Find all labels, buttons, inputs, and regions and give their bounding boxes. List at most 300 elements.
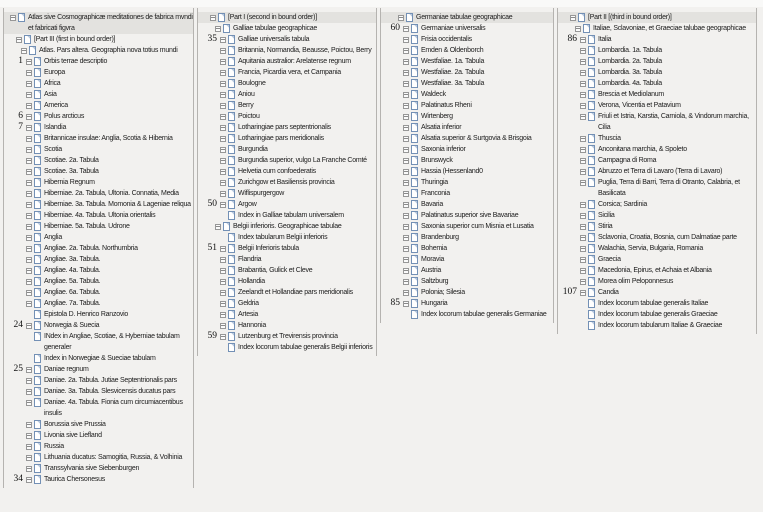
expander-box-icon[interactable] <box>580 92 586 98</box>
expander-box-icon[interactable] <box>26 235 32 241</box>
expander-box-icon[interactable] <box>26 202 32 208</box>
expander-box-icon[interactable] <box>220 103 226 109</box>
tree-item[interactable] <box>198 177 376 188</box>
expander-box-icon[interactable] <box>580 268 586 274</box>
item-label: Wiflispurgergow <box>238 190 285 197</box>
tree-item[interactable] <box>381 34 553 45</box>
item-label: Aniou <box>238 91 255 98</box>
item-label: Index locorum tabularum Italiae & Graeciae <box>598 322 723 329</box>
tree-item[interactable] <box>558 221 756 232</box>
expander-box-icon[interactable] <box>26 389 32 395</box>
expander-box-icon[interactable] <box>403 125 409 131</box>
tree-item[interactable] <box>4 397 193 419</box>
expander-box-icon[interactable] <box>26 114 32 120</box>
item-label: Emden & Oldenborch <box>421 47 484 54</box>
tree-item[interactable] <box>558 133 756 144</box>
expander-box-icon[interactable] <box>403 103 409 109</box>
tree-item[interactable] <box>198 89 376 100</box>
document-icon <box>588 211 595 220</box>
item-label: Poictou <box>238 113 260 120</box>
expander-box-icon[interactable] <box>26 147 32 153</box>
expander-box-icon[interactable] <box>580 180 586 186</box>
tree-item[interactable] <box>4 375 193 386</box>
tree-item[interactable] <box>558 276 756 287</box>
expander-box-icon[interactable] <box>403 26 409 32</box>
item-label: Brabantia, Gulick et Cleve <box>238 267 313 274</box>
expander-box-icon[interactable] <box>220 59 226 65</box>
expander-box-icon[interactable] <box>580 136 586 142</box>
tree-item[interactable] <box>198 265 376 276</box>
item-number: 50 <box>207 199 217 209</box>
tree-item[interactable] <box>198 243 376 254</box>
tree-item[interactable] <box>4 331 193 353</box>
item-label: Verona, Vicentia et Patavium <box>598 102 681 109</box>
tree-item[interactable] <box>198 133 376 144</box>
expander-box-icon[interactable] <box>26 444 32 450</box>
tree-item[interactable] <box>4 78 193 89</box>
expander-box-icon[interactable] <box>403 235 409 241</box>
expander-box-icon[interactable] <box>580 59 586 65</box>
expander-box-icon[interactable] <box>26 279 32 285</box>
expander-box-icon[interactable] <box>220 158 226 164</box>
item-label: Galliae tabulae geographicae <box>233 25 318 32</box>
tree-item[interactable] <box>4 430 193 441</box>
tree-item[interactable] <box>558 199 756 210</box>
expander-box-icon[interactable] <box>220 70 226 76</box>
tree-item[interactable] <box>381 188 553 199</box>
tree-item[interactable] <box>381 23 553 34</box>
tree-item[interactable] <box>4 254 193 265</box>
tree-item[interactable] <box>4 276 193 287</box>
item-label: Flandria <box>238 256 262 263</box>
item-label: Palatinatus superior sive Bavariae <box>421 212 519 219</box>
tree-item[interactable] <box>4 386 193 397</box>
tree-item[interactable] <box>381 12 553 23</box>
tree-item[interactable] <box>381 45 553 56</box>
tree-item[interactable] <box>558 243 756 254</box>
expander-box-icon[interactable] <box>220 136 226 142</box>
expander-box-icon[interactable] <box>26 224 32 230</box>
tree-item[interactable] <box>198 78 376 89</box>
document-icon <box>588 255 595 264</box>
tree-item[interactable] <box>4 463 193 474</box>
expander-box-icon[interactable] <box>403 180 409 186</box>
tree-item[interactable] <box>198 342 376 353</box>
tree-item[interactable] <box>198 309 376 320</box>
expander-box-icon[interactable] <box>403 213 409 219</box>
document-icon <box>411 35 418 44</box>
expander-box-icon[interactable] <box>403 301 409 307</box>
tree-item[interactable] <box>198 210 376 221</box>
item-label: Brunswyck <box>421 157 453 164</box>
tree-item[interactable] <box>4 188 193 199</box>
toc-column-4 <box>557 8 757 334</box>
expander-box-icon[interactable] <box>220 92 226 98</box>
expander-box-icon[interactable] <box>26 92 32 98</box>
expander-box-icon[interactable] <box>220 169 226 175</box>
tree-item[interactable] <box>198 67 376 78</box>
tree-item[interactable] <box>198 199 376 210</box>
expander-box-icon[interactable] <box>220 114 226 120</box>
item-number: 7 <box>18 122 23 132</box>
tree-item[interactable] <box>4 144 193 155</box>
tree-item[interactable] <box>558 287 756 298</box>
tree-item[interactable] <box>381 166 553 177</box>
tree-item[interactable] <box>4 353 193 364</box>
tree-item[interactable] <box>381 298 553 309</box>
expander-box-icon[interactable] <box>215 224 221 230</box>
document-icon <box>34 310 41 319</box>
tree-item[interactable] <box>4 210 193 221</box>
expander-box-icon[interactable] <box>580 81 586 87</box>
tree-item[interactable] <box>198 12 376 23</box>
expander-box-icon[interactable] <box>403 169 409 175</box>
expander-box-icon[interactable] <box>26 70 32 76</box>
tree-item[interactable] <box>198 23 376 34</box>
expander-box-icon[interactable] <box>26 125 32 131</box>
tree-item[interactable] <box>198 34 376 45</box>
item-label: Angliae. 5a. Tabula. <box>44 278 101 285</box>
tree-item[interactable] <box>198 254 376 265</box>
expander-box-icon[interactable] <box>220 147 226 153</box>
tree-item[interactable] <box>4 67 193 78</box>
expander-box-icon[interactable] <box>26 378 32 384</box>
document-icon <box>411 156 418 165</box>
expander-box-icon[interactable] <box>26 191 32 197</box>
expander-box-icon[interactable] <box>580 290 586 296</box>
expander-box-icon[interactable] <box>403 158 409 164</box>
expander-box-icon[interactable] <box>26 213 32 219</box>
expander-box-icon[interactable] <box>580 257 586 263</box>
expander-box-icon[interactable] <box>580 147 586 153</box>
item-label: Hannonia <box>238 322 266 329</box>
tree-item[interactable] <box>558 45 756 56</box>
item-label: Index locorum tabulae generalis Graeciae <box>598 311 718 318</box>
expander-box-icon[interactable] <box>575 26 581 32</box>
tree-item[interactable] <box>558 232 756 243</box>
tree-item[interactable] <box>381 100 553 111</box>
item-number: 34 <box>13 474 23 484</box>
document-icon <box>588 266 595 275</box>
tree-item[interactable] <box>198 221 376 232</box>
tree-item[interactable] <box>4 155 193 166</box>
expander-box-icon[interactable] <box>26 323 32 329</box>
expander-box-icon[interactable] <box>398 15 404 21</box>
expander-box-icon[interactable] <box>403 37 409 43</box>
tree-item[interactable] <box>558 100 756 111</box>
item-label: Atlas sive Cosmographicæ meditationes de fabrica mvndi et fabricati figvra <box>28 14 193 32</box>
tree-item[interactable] <box>4 12 193 34</box>
tree-item[interactable] <box>4 221 193 232</box>
tree-item[interactable] <box>198 155 376 166</box>
tree-item[interactable] <box>558 144 756 155</box>
item-label: Candia <box>598 289 619 296</box>
expander-box-icon[interactable] <box>220 125 226 131</box>
expander-box-icon[interactable] <box>403 290 409 296</box>
expander-box-icon[interactable] <box>26 59 32 65</box>
tree-item[interactable] <box>4 122 193 133</box>
tree-item[interactable] <box>558 78 756 89</box>
expander-box-icon[interactable] <box>403 48 409 54</box>
tree-item[interactable] <box>4 320 193 331</box>
item-label: Waldeck <box>421 91 446 98</box>
expander-box-icon[interactable] <box>403 191 409 197</box>
expander-box-icon[interactable] <box>26 180 32 186</box>
document-icon <box>34 453 41 462</box>
tree-item[interactable] <box>4 133 193 144</box>
expander-box-icon[interactable] <box>580 70 586 76</box>
tree-item[interactable] <box>381 122 553 133</box>
expander-box-icon[interactable] <box>403 70 409 76</box>
expander-box-icon[interactable] <box>403 136 409 142</box>
document-icon <box>588 244 595 253</box>
expander-box-icon[interactable] <box>220 48 226 54</box>
tree-item[interactable] <box>4 45 193 56</box>
expander-box-icon[interactable] <box>220 290 226 296</box>
item-number: 59 <box>207 331 217 341</box>
item-label: Saxonia superior cum Misnia et Lusatia <box>421 223 534 230</box>
tree-item[interactable] <box>4 111 193 122</box>
tree-item[interactable] <box>381 210 553 221</box>
expander-box-icon[interactable] <box>220 37 226 43</box>
tree-item[interactable] <box>558 12 756 23</box>
tree-item[interactable] <box>558 265 756 276</box>
expander-box-icon[interactable] <box>220 334 226 340</box>
item-label: Index tabularum Belgii inferioris <box>238 234 328 241</box>
item-label: Lombardia. 4a. Tabula <box>598 80 662 87</box>
tree-item[interactable] <box>4 309 193 320</box>
tree-item[interactable] <box>198 320 376 331</box>
expander-box-icon[interactable] <box>580 279 586 285</box>
tree-item[interactable] <box>558 67 756 78</box>
tree-item[interactable] <box>198 276 376 287</box>
tree-item[interactable] <box>4 452 193 463</box>
expander-box-icon[interactable] <box>220 202 226 208</box>
tree-item[interactable] <box>558 298 756 309</box>
tree-item[interactable] <box>4 177 193 188</box>
tree-item[interactable] <box>4 287 193 298</box>
expander-box-icon[interactable] <box>220 180 226 186</box>
expander-box-icon[interactable] <box>26 466 32 472</box>
document-icon <box>588 112 595 121</box>
expander-box-icon[interactable] <box>403 224 409 230</box>
expander-box-icon[interactable] <box>220 191 226 197</box>
tree-item[interactable] <box>558 254 756 265</box>
tree-item[interactable] <box>381 243 553 254</box>
tree-item[interactable] <box>558 89 756 100</box>
tree-item[interactable] <box>381 78 553 89</box>
item-number: 25 <box>13 364 23 374</box>
document-icon <box>411 101 418 110</box>
expander-box-icon[interactable] <box>26 268 32 274</box>
expander-box-icon[interactable] <box>580 213 586 219</box>
tree-item[interactable] <box>381 56 553 67</box>
tree-item[interactable] <box>4 441 193 452</box>
tree-item[interactable] <box>198 287 376 298</box>
tree-item[interactable] <box>381 221 553 232</box>
tree-item[interactable] <box>381 177 553 188</box>
expander-box-icon[interactable] <box>580 158 586 164</box>
tree-item[interactable] <box>4 100 193 111</box>
expander-box-icon[interactable] <box>580 235 586 241</box>
tree-item[interactable] <box>381 144 553 155</box>
expander-box-icon[interactable] <box>220 81 226 87</box>
expander-box-icon[interactable] <box>580 103 586 109</box>
document-icon <box>588 233 595 242</box>
expander-box-icon[interactable] <box>580 48 586 54</box>
expander-box-icon[interactable] <box>26 169 32 175</box>
tree-item[interactable] <box>4 34 193 45</box>
document-icon <box>34 178 41 187</box>
tree-item[interactable] <box>381 89 553 100</box>
tree-item[interactable] <box>4 199 193 210</box>
expander-box-icon[interactable] <box>10 15 16 21</box>
expander-box-icon[interactable] <box>220 257 226 263</box>
item-label: Zeelandt et Hollandiae pars meridionalis <box>238 289 353 296</box>
item-label: Britannia, Normandia, Beausse, Poictou, Berry <box>238 47 372 54</box>
expander-box-icon[interactable] <box>26 422 32 428</box>
tree-item[interactable] <box>381 111 553 122</box>
tree-item[interactable] <box>558 111 756 133</box>
expander-box-icon[interactable] <box>26 81 32 87</box>
expander-box-icon[interactable] <box>580 202 586 208</box>
tree-item[interactable] <box>4 243 193 254</box>
tree-item[interactable] <box>558 23 756 34</box>
tree-item[interactable] <box>198 188 376 199</box>
expander-box-icon[interactable] <box>220 312 226 318</box>
item-label: Walachia, Servia, Bulgaria, Romania <box>598 245 703 252</box>
expander-box-icon[interactable] <box>215 26 221 32</box>
item-label: Transsylvania sive Siebenburgen <box>44 465 140 472</box>
tree-item[interactable] <box>198 232 376 243</box>
expander-box-icon[interactable] <box>220 279 226 285</box>
expander-box-icon[interactable] <box>26 246 32 252</box>
document-icon <box>411 244 418 253</box>
expander-box-icon[interactable] <box>403 279 409 285</box>
expander-box-icon[interactable] <box>21 48 27 54</box>
expander-box-icon[interactable] <box>26 257 32 263</box>
item-label: Angliae. 7a. Tabula. <box>44 300 101 307</box>
tree-item[interactable] <box>4 166 193 177</box>
tree-item[interactable] <box>4 474 193 485</box>
expander-box-icon[interactable] <box>26 136 32 142</box>
item-label: Index in Norwegiae & Sueciae tabulam <box>44 355 156 362</box>
item-label: INdex in Angliae, Scotiae, & Hyberniae tabulam generaler <box>44 333 180 351</box>
tree-item[interactable] <box>381 67 553 78</box>
tree-item[interactable] <box>381 199 553 210</box>
document-icon <box>223 24 230 33</box>
expander-box-icon[interactable] <box>16 37 22 43</box>
tree-item[interactable] <box>198 45 376 56</box>
expander-box-icon[interactable] <box>403 202 409 208</box>
document-icon <box>228 35 235 44</box>
expander-box-icon[interactable] <box>403 92 409 98</box>
tree-item[interactable] <box>198 100 376 111</box>
expander-box-icon[interactable] <box>570 15 576 21</box>
tree-item[interactable] <box>381 254 553 265</box>
tree-item[interactable] <box>558 177 756 199</box>
tree-item[interactable] <box>381 155 553 166</box>
tree-item[interactable] <box>381 232 553 243</box>
tree-item[interactable] <box>4 298 193 309</box>
expander-box-icon[interactable] <box>403 268 409 274</box>
expander-box-icon[interactable] <box>26 158 32 164</box>
tree-item[interactable] <box>198 122 376 133</box>
expander-box-icon[interactable] <box>403 114 409 120</box>
tree-item[interactable] <box>558 166 756 177</box>
expander-box-icon[interactable] <box>403 147 409 153</box>
expander-box-icon[interactable] <box>26 400 32 406</box>
expander-box-icon[interactable] <box>26 301 32 307</box>
tree-item[interactable] <box>558 56 756 67</box>
expander-box-icon[interactable] <box>220 246 226 252</box>
document-icon <box>411 145 418 154</box>
tree-item[interactable] <box>198 111 376 122</box>
expander-box-icon[interactable] <box>580 169 586 175</box>
expander-box-icon[interactable] <box>210 15 216 21</box>
expander-box-icon[interactable] <box>580 224 586 230</box>
tree-item[interactable] <box>198 56 376 67</box>
document-icon <box>411 200 418 209</box>
tree-item[interactable] <box>198 144 376 155</box>
expander-box-icon[interactable] <box>26 367 32 373</box>
tree-item[interactable] <box>4 56 193 67</box>
tree-item[interactable] <box>381 276 553 287</box>
document-icon <box>228 101 235 110</box>
tree-item[interactable] <box>4 89 193 100</box>
tree-item[interactable] <box>381 133 553 144</box>
tree-item[interactable] <box>198 298 376 309</box>
tree-item[interactable] <box>558 320 756 331</box>
document-icon <box>578 13 585 22</box>
tree-item[interactable] <box>4 419 193 430</box>
tree-item[interactable] <box>381 309 553 320</box>
tree-item[interactable] <box>4 232 193 243</box>
expander-box-icon[interactable] <box>403 59 409 65</box>
tree-item[interactable] <box>4 364 193 375</box>
expander-box-icon[interactable] <box>403 246 409 252</box>
tree-item[interactable] <box>381 287 553 298</box>
expander-box-icon[interactable] <box>580 246 586 252</box>
item-label: Friuli et Istria, Karstia, Carniola, & Vindorum marchia, Cilia <box>598 113 749 131</box>
expander-box-icon[interactable] <box>403 257 409 263</box>
tree-item[interactable] <box>558 34 756 45</box>
expander-box-icon[interactable] <box>26 455 32 461</box>
tree-item[interactable] <box>198 166 376 177</box>
item-label: Daniae. 4a. Tabula. Fionia cum circumiacentibus insulis <box>44 399 183 417</box>
tree-item[interactable] <box>558 309 756 320</box>
expander-box-icon[interactable] <box>220 323 226 329</box>
document-icon <box>588 277 595 286</box>
expander-box-icon[interactable] <box>580 37 586 43</box>
expander-box-icon[interactable] <box>403 81 409 87</box>
expander-box-icon[interactable] <box>26 477 32 483</box>
item-number: 6 <box>18 111 23 121</box>
tree-item[interactable] <box>558 210 756 221</box>
document-icon <box>411 233 418 242</box>
tree-item[interactable] <box>558 155 756 166</box>
tree-item[interactable] <box>4 265 193 276</box>
tree-item[interactable] <box>381 265 553 276</box>
expander-box-icon[interactable] <box>220 268 226 274</box>
expander-box-icon[interactable] <box>26 103 32 109</box>
expander-box-icon[interactable] <box>26 433 32 439</box>
expander-box-icon[interactable] <box>580 114 586 120</box>
expander-box-icon[interactable] <box>220 301 226 307</box>
tree-item[interactable] <box>198 331 376 342</box>
document-icon <box>411 299 418 308</box>
expander-box-icon[interactable] <box>26 290 32 296</box>
